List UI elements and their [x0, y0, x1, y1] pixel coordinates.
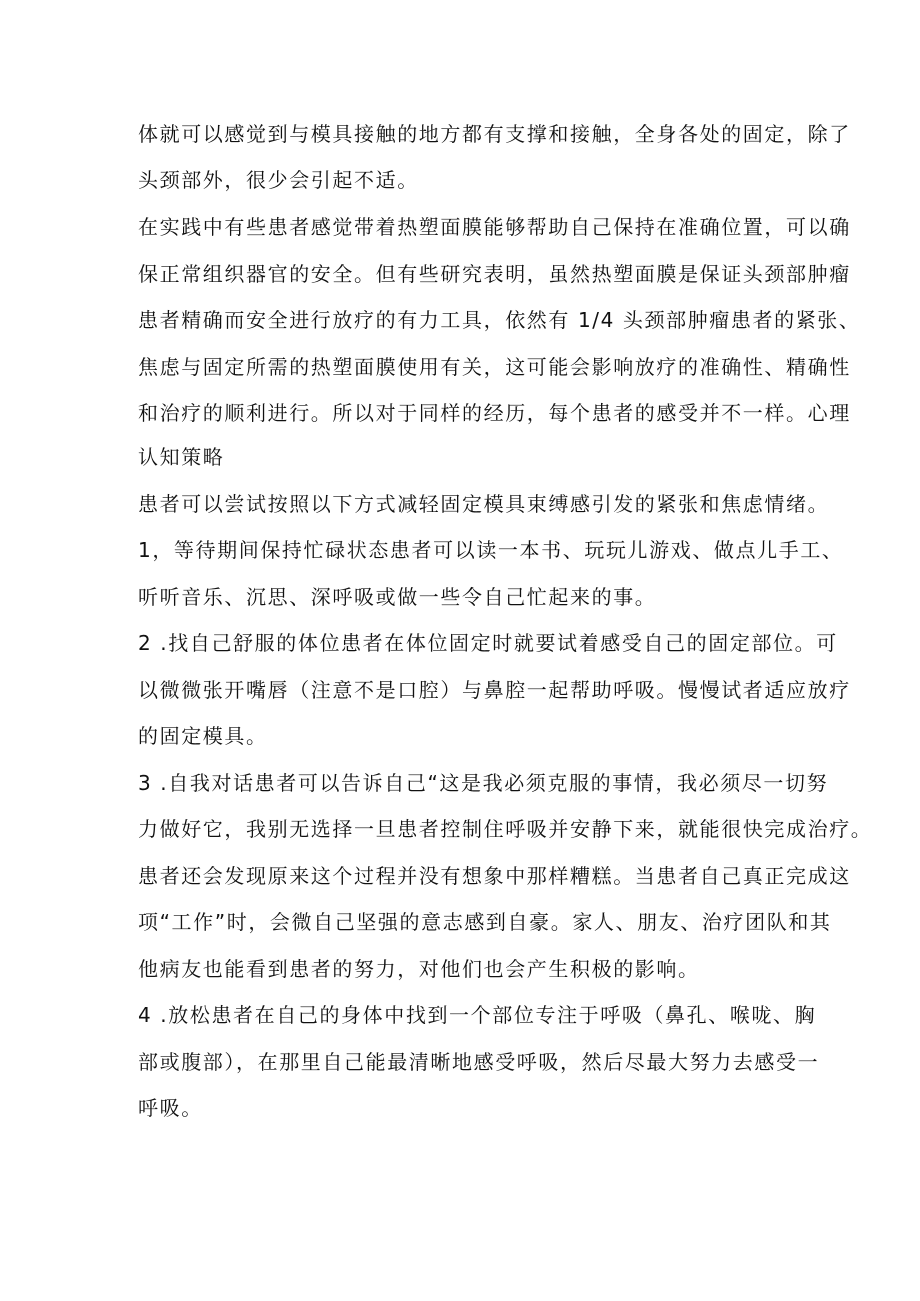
text-line: 患者精确而安全进行放疗的有力工具，依然有 1/4 头颈部肿瘤患者的紧张、 [138, 308, 861, 332]
list-item-line: 听听音乐、沉思、深呼吸或做一些令自己忙起来的事。 [138, 585, 657, 609]
list-item-line: 的固定模具。 [138, 724, 268, 748]
text-line: 患者可以尝试按照以下方式减轻固定模具束缚感引发的紧张和焦虑情绪。 [138, 492, 830, 516]
text-line: 焦虑与固定所需的热塑面膜使用有关，这可能会影响放疗的准确性、精确性 [138, 355, 851, 379]
list-item-line: 部或腹部），在那里自己能最清晰地感受呼吸，然后尽最大努力去感受一 [138, 1050, 820, 1074]
section-heading: 认知策略 [138, 445, 225, 469]
text-line: 头颈部外，很少会引起不适。 [138, 168, 419, 192]
list-item-line: 1，等待期间保持忙碌状态患者可以读一本书、玩玩儿游戏、做点儿手工、 [138, 538, 844, 562]
list-item-line: 力做好它，我别无选择一旦患者控制住呼吸并安静下来，就能很快完成治疗。 [138, 817, 873, 841]
list-item-line: 他病友也能看到患者的努力，对他们也会产生积极的影响。 [138, 957, 700, 981]
list-item-line: 3 .自我对话患者可以告诉自己“这是我必须克服的事情，我必须尽一切努 [138, 771, 829, 795]
list-item-line: 呼吸。 [138, 1096, 203, 1120]
list-item-line: 2 .找自己舒服的体位患者在体位固定时就要试着感受自己的固定部位。可 [138, 631, 838, 655]
list-item-line: 4 .放松患者在自己的身体中找到一个部位专注于呼吸（鼻孔、喉咙、胸 [138, 1003, 817, 1027]
text-line: 保正常组织器官的安全。但有些研究表明，虽然热塑面膜是保证头颈部肿瘤 [138, 262, 851, 286]
text-line: 在实践中有些患者感觉带着热塑面膜能够帮助自己保持在准确位置，可以确 [138, 215, 851, 239]
text-line: 和治疗的顺利进行。所以对于同样的经历，每个患者的感受并不一样。心理 [138, 401, 851, 425]
list-item-line: 以微微张开嘴唇（注意不是口腔）与鼻腔一起帮助呼吸。慢慢试者适应放疗 [138, 678, 851, 702]
list-item-line: 项“工作”时，会微自己坚强的意志感到自豪。家人、朋友、治疗团队和其 [138, 910, 832, 934]
list-item-line: 患者还会发现原来这个过程并没有想象中那样糟糕。当患者自己真正完成这 [138, 864, 851, 888]
text-line: 体就可以感觉到与模具接触的地方都有支撑和接触，全身各处的固定，除了 [138, 122, 851, 146]
